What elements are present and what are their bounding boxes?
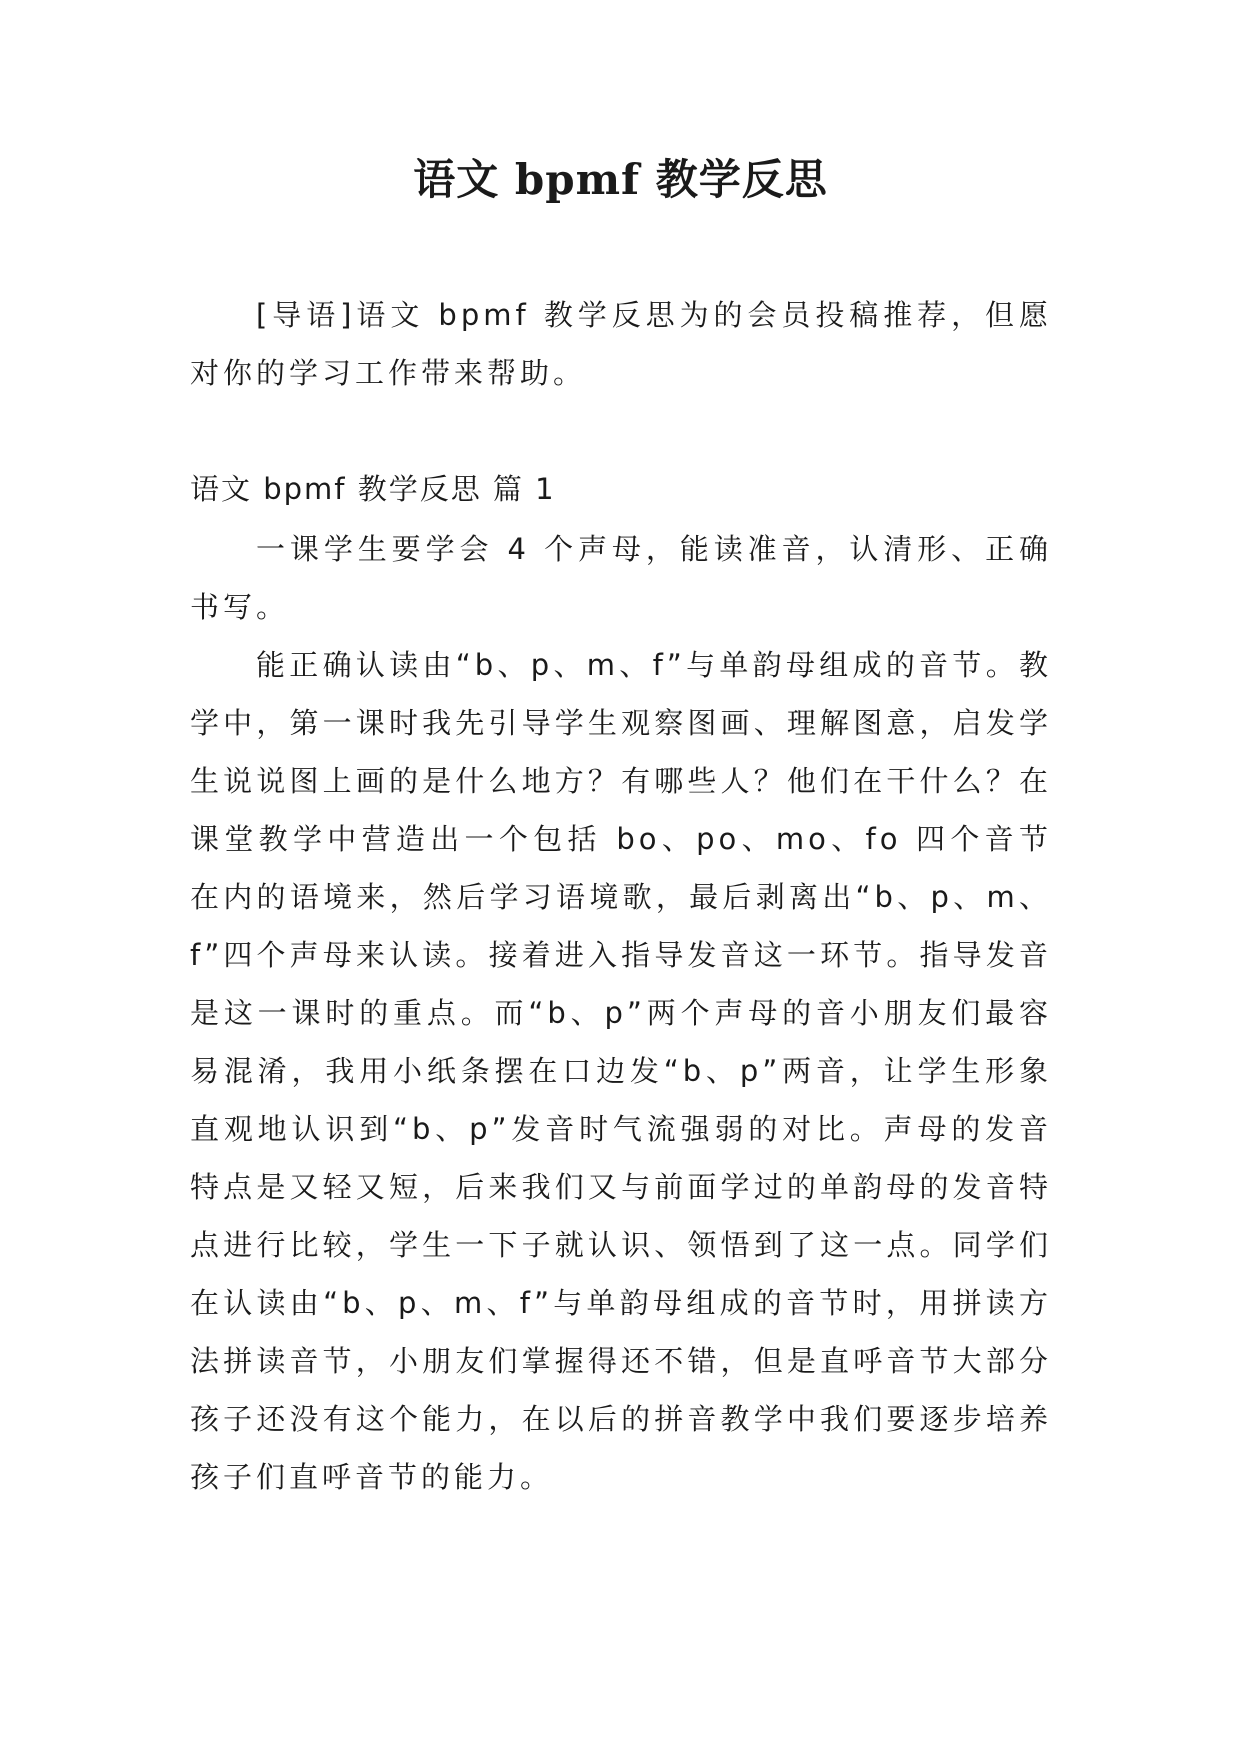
lead-paragraph: [导语]语文 bpmf 教学反思为的会员投稿推荐，但愿对你的学习工作带来帮助。 xyxy=(190,298,1052,390)
body-paragraph-2: 能正确认读由“b、p、m、f”与单韵母组成的音节。教学中，第一课时我先引导学生观察图画、理解图意，启发学生说说图上画的是什么地方？有哪些人？他们在干什么？在课堂教学中营造出一个包括 bo、po、mo、fo 四个音节在内的语境来，然后学习语境歌，最后剥离出“b、p、m、f”四个声母来认读。接着进入指导发音这一环节。指导发音是这一课时的重点。而“b、p”两个声母的音小朋友们最容易混淆，我用小纸条摆在口边发“b、p”两音，让学生形象直观地认识到“b、p”发音时气流强弱的对比。声母的发音特点是又轻又短，后来我们又与前面学过的单韵母的发音特点进行比较，学生一下子就认识、领悟到了这一点。同学们在认读由“b、p、m、f”与单韵母组成的音节时，用拼读方法拼读音节，小朋友们掌握得还不错，但是直呼音节大部分孩子还没有这个能力，在以后的拼音教学中我们要逐步培养孩子们直呼音节的能力。 xyxy=(190,648,1052,1494)
body-paragraph-1: 一课学生要学会 4 个声母，能读准音，认清形、正确书写。 xyxy=(190,532,1052,624)
document-title: 语文 bpmf 教学反思 xyxy=(413,155,828,204)
section-heading: 语文 bpmf 教学反思 篇 1 xyxy=(190,472,556,506)
